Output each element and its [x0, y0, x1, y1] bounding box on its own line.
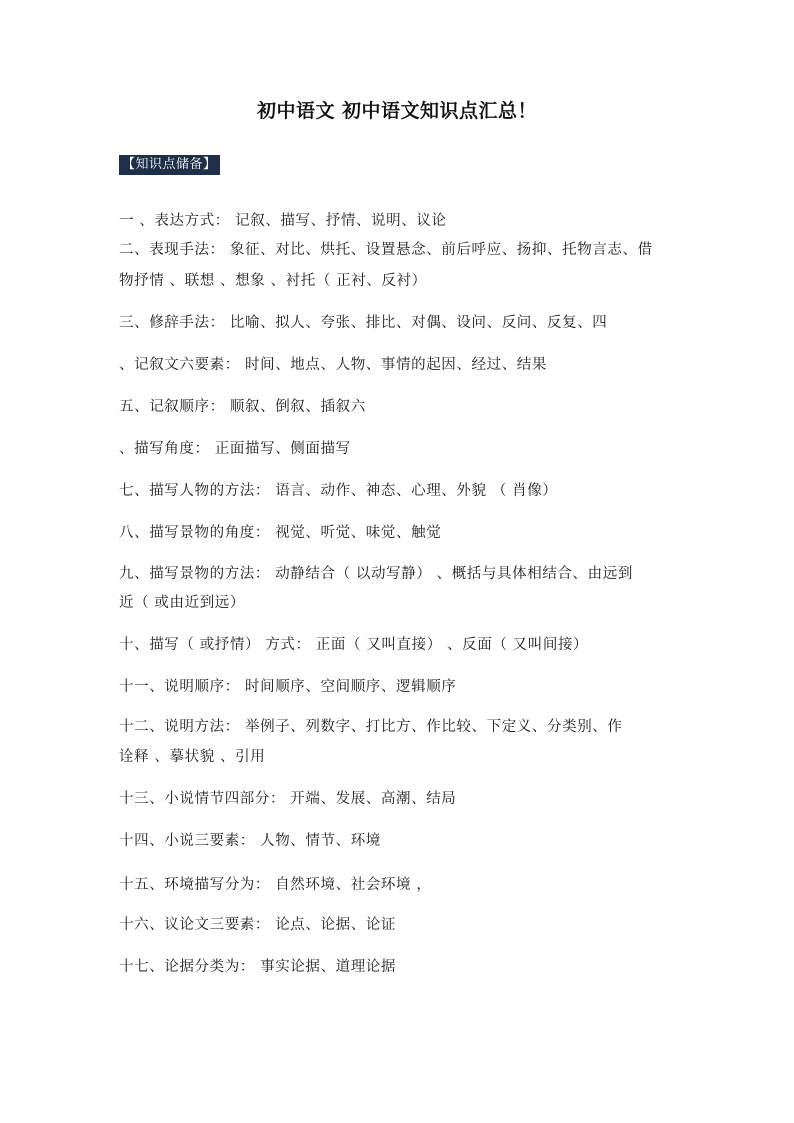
- text-line: 五、记叙顺序： 顺叙、倒叙、插叙六: [119, 399, 366, 415]
- text-line: 八、描写景物的角度： 视觉、听觉、味觉、触觉: [119, 525, 442, 541]
- text-line: 十七、论据分类为： 事实论据、道理论据: [119, 959, 397, 975]
- text-line: 三、修辞手法： 比喻、拟人、夸张、排比、对偶、设问、反问、反复、四: [119, 315, 608, 331]
- text-line: 、描写角度： 正面描写、侧面描写: [119, 441, 351, 457]
- page-title: 初中语文 初中语文知识点汇总！: [256, 100, 538, 122]
- text-line: 十三、小说情节四部分： 开端、发展、高潮、结局: [119, 791, 457, 807]
- text-line: 十二、说明方法： 举例子、列数字、打比方、作比较、下定义、分类别、作: [119, 719, 623, 735]
- text-line: 十一、说明顺序： 时间顺序、空间顺序、逻辑顺序: [119, 679, 457, 695]
- text-line: 十、描写（ 或抒情） 方式： 正面（ 又叫直接） 、反面（ 又叫间接）: [119, 637, 589, 653]
- text-line: 诠释 、摹状貌 、引用: [119, 749, 266, 765]
- text-line: 七、描写人物的方法： 语言、动作、神态、心理、外貌 （ 肖像）: [119, 483, 558, 499]
- section-tag: 【知识点储备】: [119, 155, 220, 175]
- text-line: 近（ 或由近到远）: [119, 595, 246, 611]
- text-line: 十五、环境描写分为： 自然环境、社会环境 ，: [119, 877, 432, 893]
- text-line: 一 、表达方式： 记叙、描写、抒情、说明、议论: [119, 213, 447, 229]
- text-line: 九、描写景物的方法： 动静结合（ 以动写静） 、概括与具体相结合、由远到: [119, 566, 633, 582]
- text-line: 十六、议论文三要素： 论点、论据、论证: [119, 917, 397, 933]
- text-line: 物抒情 、联想 、想象 、衬托（ 正衬、反衬）: [119, 273, 427, 289]
- text-line: 二、表现手法： 象征、对比、烘托、设置悬念、前后呼应、扬抑、托物言志、借: [119, 242, 653, 258]
- text-line: 、记叙文六要素： 时间、地点、人物、事情的起因、经过、结果: [119, 357, 548, 373]
- text-line: 十四、小说三要素： 人物、情节、环境: [119, 833, 381, 849]
